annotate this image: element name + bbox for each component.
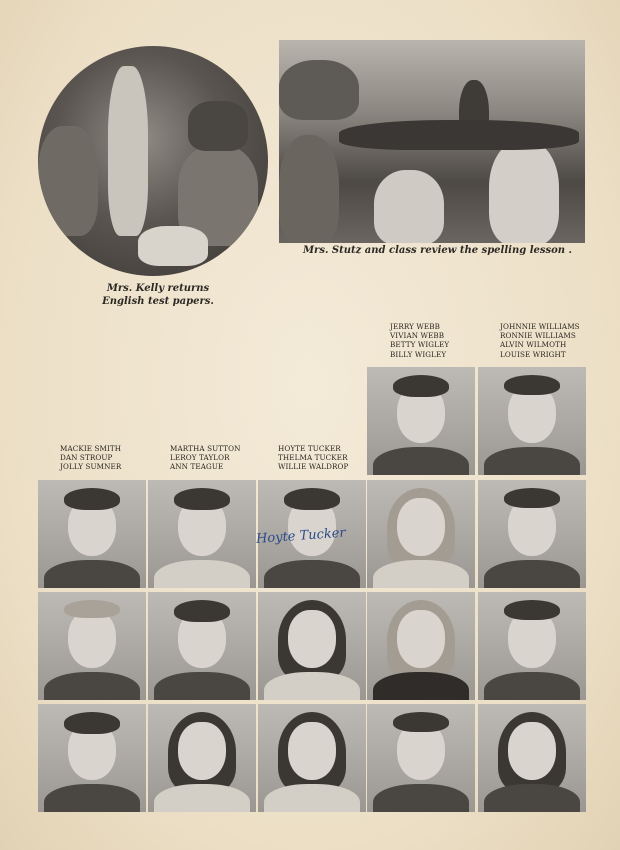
names-group-webb-wigley (390, 322, 449, 359)
student-name: MARTHA SUTTON (170, 444, 241, 453)
student-portrait (148, 592, 256, 700)
student-name: WILLIE WALDROP (278, 462, 349, 472)
student-name: DAN STROUP (60, 453, 113, 463)
student-portrait (478, 480, 586, 588)
student-name: JERRY WEBB (390, 322, 440, 331)
student-portrait (38, 704, 146, 812)
student-name: ALVIN WILMOTH (500, 340, 567, 350)
student-portrait (367, 367, 475, 475)
student-portrait (148, 480, 256, 588)
student-portrait (38, 480, 146, 588)
student-name: MACKIE SMITH (60, 444, 122, 453)
caption-stutz: Mrs. Stutz and class review the spelling lesson . (302, 245, 573, 256)
student-name: JOLLY SUMNER (60, 462, 122, 472)
student-name: RONNIE WILLIAMS (500, 331, 576, 341)
names-group-sutton-teague (170, 444, 241, 472)
caption-kelly (88, 282, 228, 308)
classroom-photo-kelly (38, 46, 268, 276)
student-name: THELMA TUCKER (278, 453, 348, 463)
student-portrait (258, 704, 366, 812)
student-name: HOYTE TUCKER (278, 444, 341, 453)
student-portrait (367, 592, 475, 700)
student-portrait (38, 592, 146, 700)
student-name: LOUISE WRIGHT (500, 349, 566, 359)
caption-kelly-line2: English test papers. (102, 296, 214, 307)
names-group-smith-sumner (60, 444, 121, 472)
student-name: ANN TEAGUE (170, 462, 224, 472)
student-portrait (258, 592, 366, 700)
student-name: VIVIAN WEBB (390, 331, 445, 341)
student-portrait (367, 704, 475, 812)
classroom-photo-stutz (279, 40, 585, 243)
student-portrait (478, 367, 586, 475)
names-group-williams-wright (500, 322, 580, 359)
student-portrait (367, 480, 475, 588)
student-name: LEROY TAYLOR (170, 453, 230, 463)
student-portrait (478, 704, 586, 812)
student-name: BETTY WIGLEY (390, 340, 450, 350)
handwritten-signature: Hoyte Tucker (255, 525, 347, 547)
student-name: BILLY WIGLEY (390, 349, 447, 359)
student-portrait (478, 592, 586, 700)
names-group-tucker-waldrop (278, 444, 348, 472)
caption-kelly-line1: Mrs. Kelly returns (106, 283, 210, 294)
student-name: JOHNNIE WILLIAMS (500, 322, 580, 331)
student-portrait (148, 704, 256, 812)
